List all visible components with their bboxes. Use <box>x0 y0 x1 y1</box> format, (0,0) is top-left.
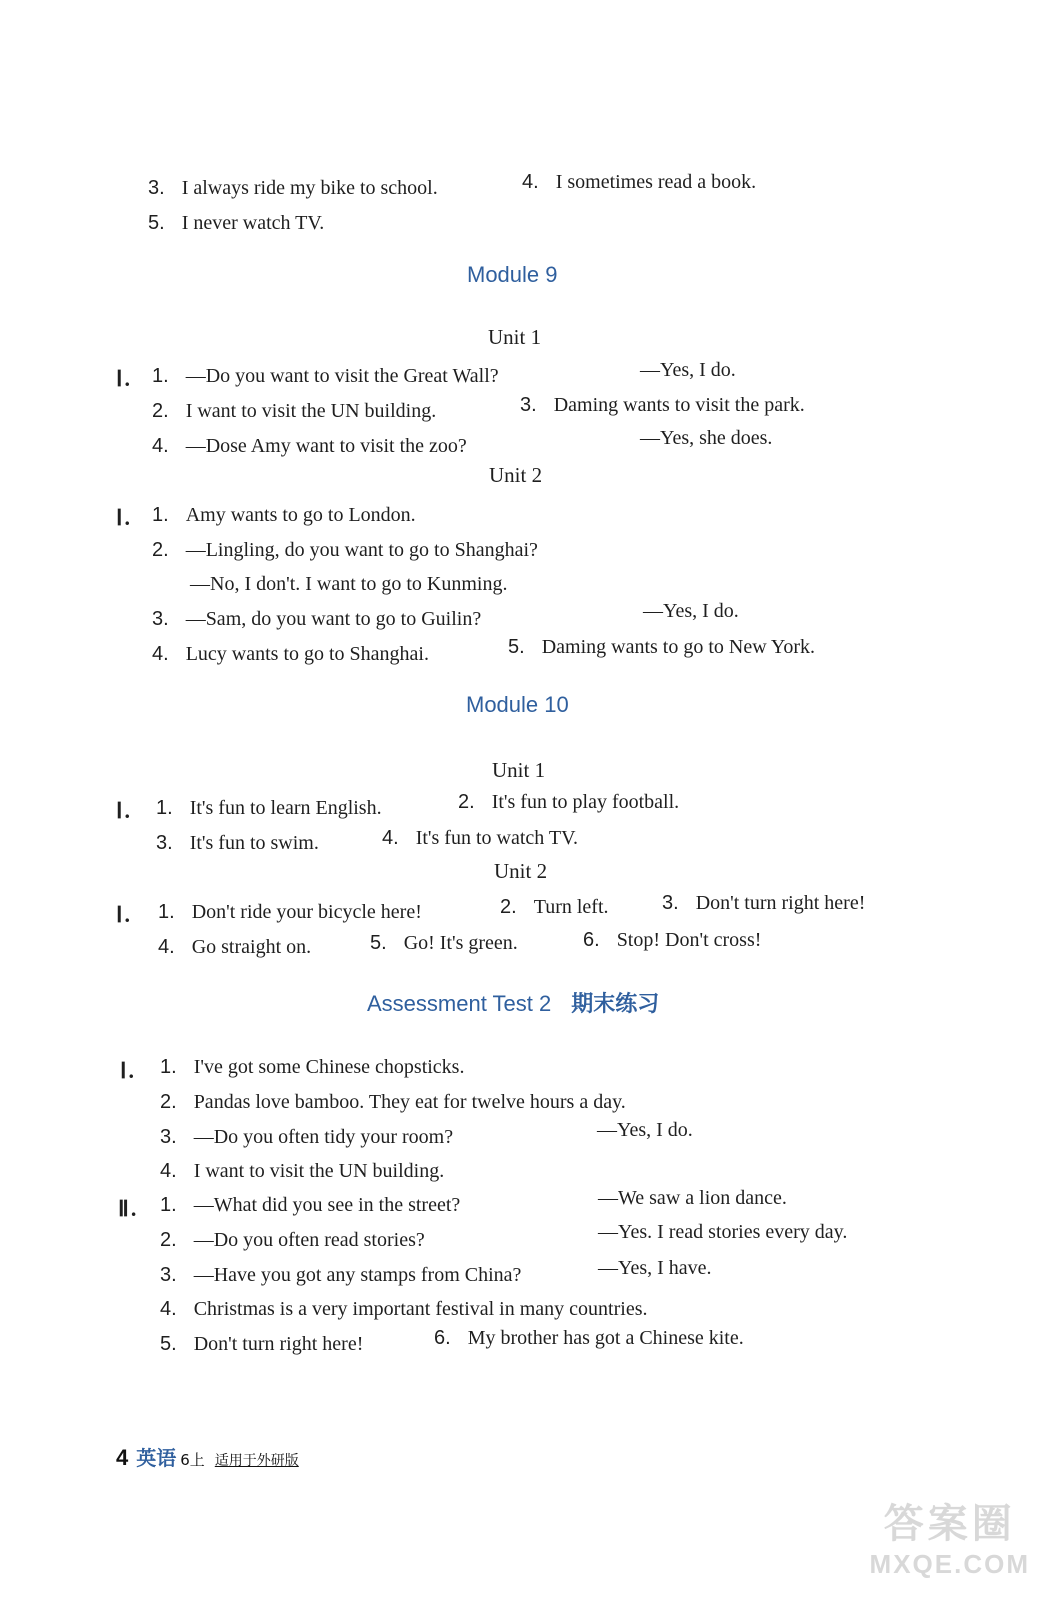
item-number: 3. <box>160 1126 177 1148</box>
section-roman-numeral: Ⅰ. <box>116 798 132 823</box>
answer-line <box>160 1228 425 1252</box>
unit-title: Unit 2 <box>494 859 548 883</box>
answer-line <box>158 900 422 924</box>
item-number: 4. <box>152 643 169 665</box>
item-text: Christmas is a very important festival in many countries. <box>193 1298 648 1320</box>
answer-reply: —No, I don't. I want to go to Kunming. <box>190 573 508 595</box>
item-number: 2. <box>152 539 169 561</box>
item-number: 4. <box>152 435 169 457</box>
item-number: 1. <box>152 365 169 387</box>
item-text: —Do you often read stories? <box>193 1229 425 1251</box>
answer-line <box>152 538 538 562</box>
answer-line <box>152 434 467 458</box>
section-roman-numeral: Ⅰ. <box>120 1058 136 1083</box>
item-number: 1. <box>160 1194 177 1216</box>
item-number: 4. <box>160 1160 177 1182</box>
item-text: I've got some Chinese chopsticks. <box>193 1056 465 1078</box>
item-number: 2. <box>160 1091 177 1113</box>
answer-reply: —Yes, I do. <box>643 600 739 622</box>
item-text: Turn left. <box>533 896 609 918</box>
watermark-cn: 答案圈 <box>883 1501 1016 1547</box>
item-text: I want to visit the UN building. <box>193 1160 445 1182</box>
answer-line <box>522 170 756 194</box>
item-text: —Dose Amy want to visit the zoo? <box>185 435 467 457</box>
item-text: Go! It's green. <box>403 932 518 954</box>
answer-line <box>500 895 609 919</box>
item-number: 3. <box>520 394 537 416</box>
item-number: 5. <box>370 932 387 954</box>
assessment-title <box>367 987 659 1018</box>
section-roman-numeral: Ⅰ. <box>116 902 132 927</box>
item-text: Don't turn right here! <box>193 1333 364 1355</box>
answer-line <box>160 1297 648 1321</box>
item-text: Don't ride your bicycle here! <box>191 901 422 923</box>
page-number: 4 <box>116 1445 129 1470</box>
item-text: —Sam, do you want to go to Guilin? <box>185 608 482 630</box>
answer-line <box>160 1159 444 1183</box>
answer-line <box>156 796 382 820</box>
answer-line <box>148 176 438 200</box>
item-text: I always ride my bike to school. <box>181 177 438 199</box>
item-text: It's fun to learn English. <box>189 797 382 819</box>
assessment-title-cn: 期末练习 <box>571 992 660 1017</box>
answer-line <box>152 364 499 388</box>
answer-line <box>508 635 815 659</box>
item-number: 3. <box>148 177 165 199</box>
item-number: 1. <box>158 901 175 923</box>
answer-reply: —Yes, she does. <box>640 427 773 449</box>
item-number: 4. <box>522 171 539 193</box>
answer-line <box>160 1193 460 1217</box>
item-text: —What did you see in the street? <box>193 1194 461 1216</box>
assessment-title-en: Assessment Test 2 <box>367 991 552 1016</box>
section-roman-numeral: Ⅰ. <box>116 505 132 530</box>
item-number: 2. <box>458 791 475 813</box>
answer-line <box>160 1332 363 1356</box>
item-number: 3. <box>152 608 169 630</box>
answer-line <box>382 826 578 850</box>
answer-line <box>583 928 761 952</box>
answer-line <box>160 1055 464 1079</box>
item-text: Don't turn right here! <box>695 892 866 914</box>
item-number: 3. <box>160 1264 177 1286</box>
item-text: Pandas love bamboo. They eat for twelve hours a day. <box>193 1091 626 1113</box>
answer-line <box>520 393 805 417</box>
answer-reply: —Yes, I do. <box>640 359 736 381</box>
item-text: Daming wants to visit the park. <box>553 394 805 416</box>
answer-line <box>156 831 319 855</box>
answer-reply: —Yes, I have. <box>598 1257 712 1279</box>
item-number: 4. <box>160 1298 177 1320</box>
item-number: 2. <box>152 400 169 422</box>
item-text: Daming wants to go to New York. <box>541 636 816 658</box>
item-text: It's fun to watch TV. <box>415 827 578 849</box>
item-text: Lucy wants to go to Shanghai. <box>185 643 429 665</box>
answer-line <box>152 399 436 423</box>
item-text: It's fun to play football. <box>491 791 680 813</box>
unit-title: Unit 1 <box>492 758 546 782</box>
item-text: I never watch TV. <box>181 212 325 234</box>
item-number: 5. <box>148 212 165 234</box>
item-number: 5. <box>508 636 525 658</box>
answer-line <box>152 607 481 631</box>
answer-line <box>158 935 311 959</box>
item-number: 1. <box>160 1056 177 1078</box>
section-roman-numeral: Ⅱ. <box>118 1196 139 1221</box>
answer-line <box>152 642 429 666</box>
module-title: Module 9 <box>467 262 558 287</box>
item-text: I want to visit the UN building. <box>185 400 437 422</box>
watermark-logo <box>870 1492 1030 1580</box>
watermark-en: MXQE.COM <box>869 1549 1030 1579</box>
item-text: I sometimes read a book. <box>555 171 757 193</box>
item-number: 6. <box>583 929 600 951</box>
item-number: 1. <box>152 504 169 526</box>
answer-reply: —We saw a lion dance. <box>598 1187 787 1209</box>
item-text: —Have you got any stamps from China? <box>193 1264 522 1286</box>
item-text: —Do you often tidy your room? <box>193 1126 454 1148</box>
unit-title: Unit 2 <box>489 463 543 487</box>
answer-line <box>160 1263 521 1287</box>
item-number: 6. <box>434 1327 451 1349</box>
item-text: Stop! Don't cross! <box>616 929 762 951</box>
answer-line <box>662 891 865 915</box>
answer-line <box>160 1125 453 1149</box>
item-text: —Do you want to visit the Great Wall? <box>185 365 499 387</box>
unit-title: Unit 1 <box>488 325 542 349</box>
item-number: 1. <box>156 797 173 819</box>
answer-line <box>458 790 679 814</box>
item-text: It's fun to swim. <box>189 832 319 854</box>
item-text: —Lingling, do you want to go to Shanghai? <box>185 539 538 561</box>
answer-reply: —Yes. I read stories every day. <box>598 1221 848 1243</box>
item-number: 3. <box>156 832 173 854</box>
item-number: 4. <box>382 827 399 849</box>
subject-label: 英语 <box>136 1446 177 1470</box>
item-number: 2. <box>500 896 517 918</box>
page-footer <box>116 1442 299 1471</box>
answer-line <box>434 1326 744 1350</box>
item-number: 2. <box>160 1229 177 1251</box>
item-number: 4. <box>158 936 175 958</box>
answer-reply: —Yes, I do. <box>597 1119 693 1141</box>
edition-label: 适用于外研版 <box>214 1453 299 1469</box>
answer-line <box>370 931 518 955</box>
item-number: 5. <box>160 1333 177 1355</box>
answer-line <box>160 1090 626 1114</box>
item-text: My brother has got a Chinese kite. <box>467 1327 744 1349</box>
item-number: 3. <box>662 892 679 914</box>
section-roman-numeral: Ⅰ. <box>116 366 132 391</box>
answer-line <box>148 211 324 235</box>
module-title: Module 10 <box>466 692 569 717</box>
grade-label: 6上 <box>180 1451 205 1469</box>
answer-line <box>152 503 416 527</box>
item-text: Go straight on. <box>191 936 312 958</box>
item-text: Amy wants to go to London. <box>185 504 416 526</box>
